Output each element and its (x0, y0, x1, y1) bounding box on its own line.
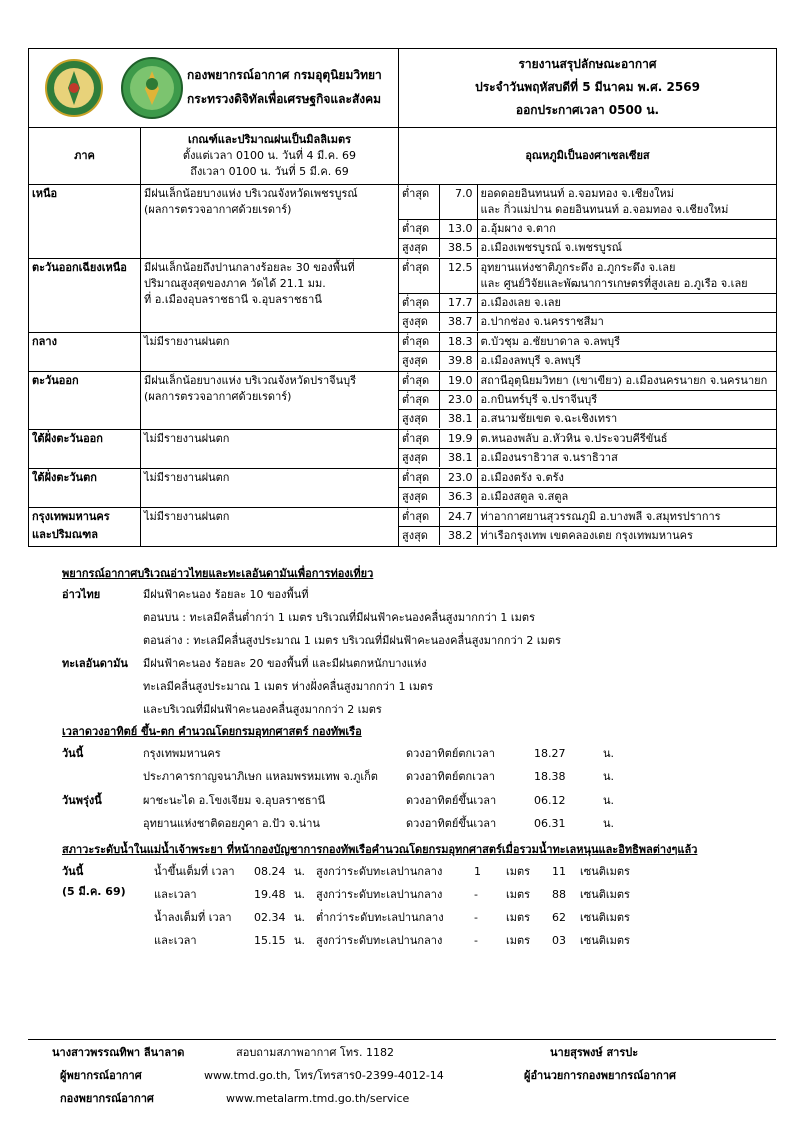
temperature-cell (399, 430, 777, 469)
min-label: ต่ำสุด (402, 393, 430, 406)
temperature-row (399, 527, 777, 546)
max-label: สูงสุด (402, 241, 428, 254)
temperature-cell (399, 259, 777, 333)
temperature-cell (399, 185, 777, 259)
rain-text: มีฝนเล็กน้อยถึงปานกลางร้อยละ 30 ของพื้นที่ (144, 261, 355, 274)
footer-hotline: สอบถามสภาพอากาศ โทร. 1182 (236, 1046, 394, 1059)
region-name: เหนือ (32, 187, 58, 200)
tide-cm-unit: เซนติเมตร (580, 911, 630, 924)
temperature-subtable (399, 430, 777, 467)
temperature-value: 23.0 (448, 471, 473, 484)
tide-label: และเวลา (154, 888, 197, 901)
temperature-subtable (399, 372, 777, 428)
temperature-value: 38.5 (448, 241, 473, 254)
temperature-place: อ.เมืองเพชรบูรณ์ จ.เพชรบูรณ์ (480, 241, 622, 254)
sun-place: กรุงเทพมหานคร (143, 747, 221, 760)
tide-label: น้ำขึ้นเต็มที่ เวลา (154, 865, 235, 878)
temperature-cell (399, 469, 777, 508)
rain-text: มีฝนเล็กน้อยบางแห่ง บริเวณจังหวัดปราจีนบุรี (144, 374, 357, 387)
temperature-place: สถานีอุตุนิยมวิทยา (เขาเขียว) อ.เมืองนครนายก จ.นครนายก (480, 374, 768, 387)
temperature-place: และ กิ่วแม่ปาน ดอยอินทนนท์ อ.จอมทอง จ.เชียงใหม่ (480, 203, 729, 216)
undefined-cell (439, 469, 477, 488)
tide-reference: ต่ำกว่าระดับทะเลปานกลาง (316, 911, 444, 924)
tide-label: และเวลา (154, 934, 197, 947)
undefined-cell (399, 352, 439, 371)
undefined-cell (439, 259, 477, 294)
region-row (29, 508, 777, 547)
undefined-cell (399, 410, 439, 429)
col-header-rain: เกณฑ์และปริมาณฝนเป็นมิลลิเมตร ตั้งแต่เวลา 0100 น. วันที่ 4 มี.ค. 69 ถึงเวลา 0100 น. วันที่ 5 มี.ค. 69 (141, 128, 399, 185)
undefined-cell (439, 430, 477, 449)
undefined-cell (477, 352, 777, 371)
temperature-place: ท่าเรือกรุงเทพ เขตคลองเตย กรุงเทพมหานคร (480, 529, 693, 542)
tide-title: สภาวะระดับน้ำในแม่น้ำเจ้าพระยา ที่หน้ากองบัญชาการกองทัพเรือคำนวณโดยกรมอุทกศาสตร์เมื่อรวมน้ำทะเลหนุนและอิทธิพลต่างๆแล้ว (62, 843, 698, 856)
sun-place: ประภาคารกาญจนาภิเษก แหลมพรหมเทพ จ.ภูเก็ต (143, 770, 378, 783)
sun-place: ผาชะนะได อ.โขงเจียม จ.อุบลราชธานี (143, 794, 326, 807)
region-name-cell (29, 259, 141, 333)
temperature-place: อ.เมืองสตูล จ.สตูล (480, 490, 569, 503)
temperature-value: 19.0 (448, 374, 473, 387)
undefined-cell (477, 508, 777, 527)
undefined-cell (399, 508, 439, 527)
sun-event: ดวงอาทิตย์ขึ้นเวลา (406, 817, 497, 830)
temperature-row (399, 391, 777, 410)
andaman-label: ทะเลอันดามัน (62, 657, 128, 670)
undefined-cell (439, 372, 477, 391)
region-name: ตะวันออก (32, 374, 79, 387)
tide-label: น้ำลงเต็มที่ เวลา (154, 911, 232, 924)
tide-reference: สูงกว่าระดับทะเลปานกลาง (316, 934, 443, 947)
rain-cell (141, 372, 399, 430)
undefined-cell (477, 333, 777, 352)
max-label: สูงสุด (402, 529, 428, 542)
col-header-region: ภาค (29, 128, 141, 185)
tide-time-unit: น. (294, 911, 306, 924)
undefined-cell (477, 410, 777, 429)
sun-place: อุทยานแห่งชาติดอยภูคา อ.ปัว จ.น่าน (143, 817, 320, 830)
temperature-place: ยอดดอยอินทนนท์ อ.จอมทอง จ.เชียงใหม่ (480, 187, 675, 200)
temperature-place: อ.เมืองเลย จ.เลย (480, 296, 561, 309)
tide-time-unit: น. (294, 888, 306, 901)
temperature-value: 13.0 (448, 222, 473, 235)
region-row (29, 333, 777, 372)
tide-meters: - (474, 911, 478, 924)
tide-cm: 62 (552, 911, 566, 924)
undefined-cell (399, 469, 439, 488)
undefined-cell (439, 410, 477, 429)
min-label: ต่ำสุด (402, 296, 430, 309)
tide-meters: - (474, 888, 478, 901)
region-name-cell (29, 469, 141, 508)
ministry-logo (121, 57, 183, 119)
temperature-place: อ.เมืองตรัง จ.ตรัง (480, 471, 564, 484)
region-name: ใต้ฝั่งตะวันออก (32, 432, 103, 445)
rain-text: (ผลการตรวจอากาศด้วยเรดาร์) (144, 203, 292, 216)
region-row (29, 259, 777, 333)
undefined-cell (477, 391, 777, 410)
max-label: สูงสุด (402, 315, 428, 328)
min-label: ต่ำสุด (402, 222, 430, 235)
tide-time: 02.34 (254, 911, 286, 924)
undefined-cell (439, 352, 477, 371)
min-label: ต่ำสุด (402, 510, 430, 523)
undefined-cell (477, 372, 777, 391)
andaman-line-3: และบริเวณที่มีฝนฟ้าคะนองคลื่นสูงมากกว่า 2 เมตร (143, 703, 382, 716)
undefined-cell (439, 185, 477, 220)
sun-title: เวลาดวงอาทิตย์ ขึ้น-ตก คำนวณโดยกรมอุทกศาสตร์ กองทัพเรือ (62, 725, 362, 738)
max-label: สูงสุด (402, 451, 428, 464)
undefined-cell (399, 372, 439, 391)
temperature-value: 23.0 (448, 393, 473, 406)
temperature-place: อ.เมืองลพบุรี จ.ลพบุรี (480, 354, 581, 367)
tide-time-unit: น. (294, 934, 306, 947)
temperature-subtable (399, 185, 777, 257)
report-title: รายงานสรุปลักษณะอากาศ (518, 57, 657, 71)
director-name: นายสุรพงษ์ สารปะ (550, 1046, 639, 1059)
rain-text: ที่ อ.เมืองอุบลราชธานี จ.อุบลราชธานี (144, 293, 322, 306)
temperature-cell (399, 333, 777, 372)
footer-divider (28, 1039, 776, 1040)
min-label: ต่ำสุด (402, 261, 430, 274)
header-report-cell (399, 49, 777, 128)
tide-time: 19.48 (254, 888, 286, 901)
temperature-subtable (399, 259, 777, 331)
rain-text: ไม่มีรายงานฝนตก (144, 335, 230, 348)
sun-unit: น. (603, 770, 615, 783)
min-label: ต่ำสุด (402, 374, 430, 387)
temperature-subtable (399, 469, 777, 506)
min-label: ต่ำสุด (402, 471, 430, 484)
sun-time: 06.12 (534, 794, 566, 807)
rain-text: (ผลการตรวจอากาศด้วยเรดาร์) (144, 390, 292, 403)
org-name: กองพยากรณ์อากาศ กรมอุตุนิยมวิทยา (187, 68, 382, 82)
undefined-cell (399, 391, 439, 410)
gulf-line-2: ตอนบน : ทะเลมีคลื่นต่ำกว่า 1 เมตร บริเวณที่มีฝนฟ้าคะนองคลื่นสูงมากกว่า 1 เมตร (143, 611, 535, 624)
undefined-cell (399, 430, 439, 449)
undefined-cell (477, 313, 777, 332)
temperature-value: 38.2 (448, 529, 473, 542)
sun-event: ดวงอาทิตย์ขึ้นเวลา (406, 794, 497, 807)
temperature-value: 38.1 (448, 412, 473, 425)
temperature-row (399, 259, 777, 294)
undefined-cell (439, 508, 477, 527)
undefined-cell (477, 469, 777, 488)
tide-cm: 03 (552, 934, 566, 947)
undefined-cell (439, 220, 477, 239)
sun-unit: น. (603, 794, 615, 807)
temperature-row (399, 469, 777, 488)
weather-summary-table (28, 48, 777, 547)
temperature-value: 38.7 (448, 315, 473, 328)
tide-today-label: วันนี้ (62, 865, 84, 878)
temperature-place: และ ศูนย์วิจัยและพัฒนาการเกษตรที่สูงเลย อ.ภูเรือ จ.เลย (480, 277, 748, 290)
temperature-row (399, 410, 777, 429)
tide-time: 08.24 (254, 865, 286, 878)
undefined-cell (399, 294, 439, 313)
temperature-place: อ.เมืองนราธิวาส จ.นราธิวาส (480, 451, 618, 464)
tide-reference: สูงกว่าระดับทะเลปานกลาง (316, 865, 443, 878)
sun-event: ดวงอาทิตย์ตกเวลา (406, 747, 495, 760)
max-label: สูงสุด (402, 490, 428, 503)
tide-time-unit: น. (294, 865, 306, 878)
region-name-cell (29, 508, 141, 547)
temperature-row (399, 220, 777, 239)
tide-reference: สูงกว่าระดับทะเลปานกลาง (316, 888, 443, 901)
temperature-value: 7.0 (455, 187, 473, 200)
temperature-place: ท่าอากาศยานสุวรรณภูมิ อ.บางพลี จ.สมุทรปราการ (480, 510, 721, 523)
undefined-cell (399, 185, 439, 220)
region-name-cell (29, 185, 141, 259)
temperature-place: อ.กบินทร์บุรี จ.ปราจีนบุรี (480, 393, 598, 406)
rain-text: ปริมาณสูงสุดของภาค วัดได้ 21.1 มม. (144, 277, 326, 290)
undefined-cell (477, 488, 777, 507)
undefined-cell (439, 449, 477, 468)
region-row (29, 372, 777, 430)
gulf-line-1: มีฝนฟ้าคะนอง ร้อยละ 10 ของพื้นที่ (143, 588, 309, 601)
temperature-place: อุทยานแห่งชาติภูกระดึง อ.ภูกระดึง จ.เลย (480, 261, 676, 274)
footer-service-link[interactable]: www.metalarm.tmd.go.th/service (226, 1092, 410, 1105)
temperature-value: 38.1 (448, 451, 473, 464)
temperature-place: อ.สนามชัยเขต จ.ฉะเชิงเทรา (480, 412, 618, 425)
rain-cell (141, 185, 399, 259)
min-label: ต่ำสุด (402, 432, 430, 445)
sun-tomorrow-label: วันพรุ่งนี้ (62, 794, 102, 807)
rain-cell (141, 469, 399, 508)
temperature-subtable (399, 333, 777, 370)
undefined-cell (477, 294, 777, 313)
rain-text: มีฝนเล็กน้อยบางแห่ง บริเวณจังหวัดเพชรบูรณ์ (144, 187, 358, 200)
rain-cell (141, 430, 399, 469)
temperature-value: 18.3 (448, 335, 473, 348)
max-label: สูงสุด (402, 412, 428, 425)
sun-today-label: วันนี้ (62, 747, 84, 760)
undefined-cell (399, 333, 439, 352)
region-row (29, 469, 777, 508)
tide-date-label: (5 มี.ค. 69) (62, 885, 126, 898)
footer-website[interactable]: www.tmd.go.th, โทร/โทรสาร0-2399-4012-14 (204, 1069, 444, 1082)
undefined-cell (439, 313, 477, 332)
undefined-cell (399, 488, 439, 507)
temperature-value: 39.8 (448, 354, 473, 367)
region-row (29, 430, 777, 469)
temperature-row (399, 508, 777, 527)
tide-time: 15.15 (254, 934, 286, 947)
undefined-cell (477, 430, 777, 449)
region-name-cell (29, 430, 141, 469)
undefined-cell (399, 313, 439, 332)
sun-unit: น. (603, 747, 615, 760)
temperature-row (399, 294, 777, 313)
temperature-place: อ.อุ้มผาง จ.ตาก (480, 222, 556, 235)
forecaster-title: ผู้พยากรณ์อากาศ (60, 1069, 142, 1082)
sun-event: ดวงอาทิตย์ตกเวลา (406, 770, 495, 783)
ministry-name: กระทรวงดิจิทัลเพื่อเศรษฐกิจและสังคม (187, 92, 382, 106)
temperature-subtable (399, 508, 777, 545)
header-org-cell (29, 49, 399, 128)
region-name: กลาง (32, 335, 57, 348)
temperature-cell (399, 372, 777, 430)
undefined-cell (477, 185, 777, 220)
undefined-cell (439, 239, 477, 258)
tide-meters: 1 (474, 865, 481, 878)
region-row (29, 185, 777, 259)
temperature-row (399, 333, 777, 352)
temperature-row (399, 239, 777, 258)
undefined-cell (439, 391, 477, 410)
undefined-cell (439, 333, 477, 352)
temperature-place: อ.ปากช่อง จ.นครราชสีมา (480, 315, 604, 328)
rain-cell (141, 333, 399, 372)
sun-unit: น. (603, 817, 615, 830)
min-label: ต่ำสุด (402, 187, 430, 200)
rain-text: ไม่มีรายงานฝนตก (144, 471, 230, 484)
undefined-cell (439, 527, 477, 546)
region-name: ตะวันออกเฉียงเหนือ (32, 261, 127, 274)
undefined-cell (399, 220, 439, 239)
forecaster-org: กองพยากรณ์อากาศ (60, 1092, 154, 1105)
tourism-title: พยากรณ์อากาศบริเวณอ่าวไทยและทะเลอันดามันเพื่อการท่องเที่ยว (62, 567, 374, 580)
temperature-place: ต.หนองพลับ อ.หัวหิน จ.ประจวบคีรีขันธ์ (480, 432, 668, 445)
region-name-line2: และปริมณฑล (32, 528, 98, 541)
undefined-cell (477, 527, 777, 546)
region-name-cell (29, 333, 141, 372)
report-time: ออกประกาศเวลา 0500 น. (515, 103, 660, 117)
undefined-cell (477, 259, 777, 294)
tide-meters-unit: เมตร (506, 865, 531, 878)
undefined-cell (399, 239, 439, 258)
temperature-value: 12.5 (448, 261, 473, 274)
tide-cm: 11 (552, 865, 566, 878)
temperature-row (399, 430, 777, 449)
undefined-cell (399, 527, 439, 546)
region-name: ใต้ฝั่งตะวันตก (32, 471, 97, 484)
temperature-row (399, 449, 777, 468)
region-name-cell (29, 372, 141, 430)
director-title: ผู้อำนวยการกองพยากรณ์อากาศ (524, 1069, 677, 1082)
undefined-cell (439, 488, 477, 507)
andaman-line-2: ทะเลมีคลื่นสูงประมาณ 1 เมตร ห่างฝั่งคลื่นสูงมากกว่า 1 เมตร (143, 680, 434, 693)
max-label: สูงสุด (402, 354, 428, 367)
col-header-temp: อุณหภูมิเป็นองศาเซลเซียส (399, 128, 777, 185)
region-name: กรุงเทพมหานคร (32, 510, 110, 523)
temperature-value: 17.7 (448, 296, 473, 309)
temperature-row (399, 488, 777, 507)
sun-time: 18.38 (534, 770, 566, 783)
tide-meters: - (474, 934, 478, 947)
rain-text: ไม่มีรายงานฝนตก (144, 510, 230, 523)
tide-meters-unit: เมตร (506, 934, 531, 947)
sun-time: 06.31 (534, 817, 566, 830)
andaman-line-1: มีฝนฟ้าคะนอง ร้อยละ 20 ของพื้นที่ และมีฝนตกหนักบางแห่ง (143, 657, 427, 670)
forecaster-name: นางสาวพรรณทิพา ลีนาลาด (52, 1046, 185, 1059)
rain-text: ไม่มีรายงานฝนตก (144, 432, 230, 445)
tide-cm: 88 (552, 888, 566, 901)
temperature-value: 19.9 (448, 432, 473, 445)
undefined-cell (399, 449, 439, 468)
sun-time: 18.27 (534, 747, 566, 760)
tide-cm-unit: เซนติเมตร (580, 865, 630, 878)
undefined-cell (399, 259, 439, 294)
gulf-label: อ่าวไทย (62, 588, 101, 601)
tide-cm-unit: เซนติเมตร (580, 934, 630, 947)
rain-cell (141, 259, 399, 333)
temperature-row (399, 372, 777, 391)
tide-meters-unit: เมตร (506, 888, 531, 901)
temperature-value: 36.3 (448, 490, 473, 503)
min-label: ต่ำสุด (402, 335, 430, 348)
tmd-logo (45, 59, 103, 117)
temperature-row (399, 313, 777, 332)
report-date: ประจำวันพฤหัสบดีที่ 5 มีนาคม พ.ศ. 2569 (475, 80, 700, 94)
temperature-place: ต.บัวชุม อ.ชัยบาดาล จ.ลพบุรี (480, 335, 621, 348)
gulf-line-3: ตอนล่าง : ทะเลมีคลื่นสูงประมาณ 1 เมตร บริเวณที่มีฝนฟ้าคะนองคลื่นสูงมากกว่า 2 เมตร (143, 634, 561, 647)
temperature-value: 24.7 (448, 510, 473, 523)
rain-cell (141, 508, 399, 547)
tide-cm-unit: เซนติเมตร (580, 888, 630, 901)
tide-meters-unit: เมตร (506, 911, 531, 924)
undefined-cell (439, 294, 477, 313)
temperature-row (399, 352, 777, 371)
temperature-row (399, 185, 777, 220)
temperature-cell (399, 508, 777, 547)
undefined-cell (477, 449, 777, 468)
undefined-cell (477, 220, 777, 239)
undefined-cell (477, 239, 777, 258)
